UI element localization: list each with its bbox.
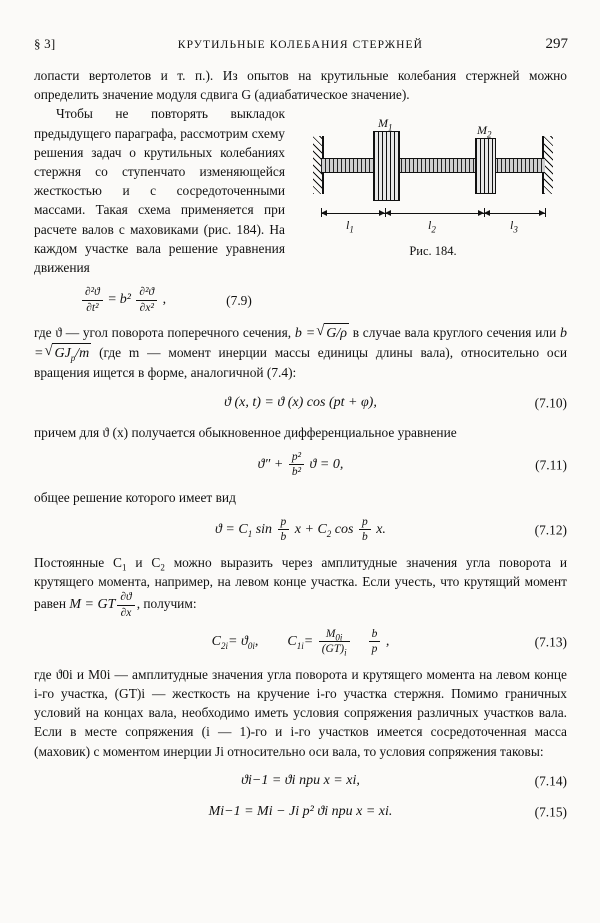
eq712-sub2: 2 [326,528,332,539]
inline-b-sqrt-gjp-m: b = √ $GJ_p/m$ [34,326,567,361]
inline-b-sqrt-g-rho: b = √ G/ρ [295,326,349,341]
paragraph-1: лопасти вертолетов и т. п.). Из опытов на крутильные колебания стержней можно определить значение модуля сдвига G (адиабатическое значение). [34,68,567,103]
dimension-l2-label: $l_2$ [428,218,436,235]
paragraph-6-d: , получим: [136,596,197,612]
paragraph-3-text-a: где ϑ — угол поворота поперечного сечения, [34,325,295,341]
eq712-e: x. [376,522,386,537]
eq79-comma: , [162,292,167,308]
shaft-icon [321,158,545,173]
eq713-f1-num-sub: 0i [335,632,343,643]
paragraph-6: Постоянные $C_1$ и $C_2$ можно выразить через амплитудные значения угла поворота и крутящего момента, например, на левом конце участка. Если учесть, что крутящий момент равен M = GT $\frac{\partial ϑ}{\partial x}$ , получим: [34,554,568,619]
eq713-right-eq: = [303,634,314,650]
eq713-left-sub: 2i [221,640,229,651]
dimension-l3-label: $l_3$ [510,218,518,235]
paragraph-6-c: можно выразить через амплитудные значения угла поворота и крутящего момента, например, на левом конце участка. Если учесть, что крутящий момент равен [34,554,568,612]
paragraph-4: причем для ϑ (x) получается обыкновенное дифференциальное уравнение [34,424,457,440]
eq712-f2-den: b [361,531,368,544]
eq713-right-sub: 1i [296,640,304,651]
eq714-tag: (7.14) [534,773,567,789]
eq713-tag: (7.13) [534,634,567,650]
dimension-l1-label: $l_1$ [346,218,354,235]
page-number: 297 [545,36,568,52]
eq713-right: C [287,634,297,650]
eq79-tag: (7.9) [226,292,252,308]
paragraph-7: где ϑ0i и M0i — амплитудные значения угла поворота и крутящего момента на левом конце i-го участка, (GT)i — жесткость на кручение i-го участка стержня. Помимо граничных условий на концах вала, необходимо иметь условия сопряжения различных участков вала. Если в месте сопряжения (i — 1)-го и i-го участков имеется сосредоточенная масса (маховик) с моментом инерции Ji относительно оси вала, то условия сопряжения таковы: [34,666,567,759]
equation-7-9 [34,286,567,314]
flywheel-1-icon [373,131,400,201]
equation-7-10 [34,392,567,414]
eq79-rhs-num: ∂²ϑ [136,286,157,300]
page-header [34,36,568,54]
eq714-body: ϑi−1 = ϑi при x = xi, [241,773,360,789]
flywheel-2-icon [475,138,496,194]
paragraph-3-text-c: (где m — момент инерции массы единицы длины вала), относительно оси вращения ищется в форме, аналогичной (7.4): [34,345,567,381]
paragraph-3 [34,323,567,383]
eq711-frac-den: b² [291,466,302,479]
eq711-frac-num: p² [289,451,304,465]
eq712-c: x + C [294,522,327,537]
eq712-d: cos [331,522,354,537]
eq712-f2-num: p [359,516,371,530]
eq712-b: sin [252,522,273,537]
flywheel-1-label: $M_1$ [378,116,393,133]
figure-block [299,108,567,261]
eq710-tag: (7.10) [534,395,567,411]
running-title: КРУТИЛЬНЫЕ КОЛЕБАНИЯ СТЕРЖНЕЙ [177,39,424,51]
eq712-f1-den: b [280,531,287,544]
paragraph-6-b: и C [126,554,161,570]
equation-7-11 [34,451,567,479]
eq713-f1-den-sub: i [344,647,347,658]
eq712-tag: (7.12) [534,522,567,538]
eq713-left-val-sub: 0i [247,640,255,651]
paragraph-5: общее решение которого имеет вид [34,489,236,505]
section-mark: § 3] [34,36,56,51]
paragraph-2: Чтобы не повторять выкладок предыдущего параграфа, рассмотрим схему решения задач о крутильных колебаниях стержня со ступенчато изменяющейся жесткостью и с сосредоточенными массами. Такая схема применяется при расчете валов с маховиками (рис. 184). На каждом участке вала решение уравнения движения [34,106,285,276]
eq713-f2-den: p [371,643,378,656]
equation-7-13 [34,628,567,656]
eq713-f1-den: (GT) [321,643,345,656]
eq79-equals: = [108,292,117,308]
eq715-body: Mi−1 = Mi − Ji p² ϑi при x = xi. [208,804,393,820]
eq715-tag: (7.15) [534,804,567,820]
eq713-left-eq: = ϑ [228,634,248,650]
eq711-tail: ϑ = 0, [309,456,344,472]
equation-7-15 [34,801,567,823]
flywheel-2-label: $M_2$ [477,123,492,140]
eq711-tag: (7.11) [535,457,567,473]
figure-caption: Рис. 184. [409,244,457,259]
page-body [34,66,567,832]
equation-7-14 [34,770,567,792]
eq712-sub1: 1 [247,528,253,539]
eq79-lhs-den: ∂t² [86,301,99,314]
eq712-f1-num: p [278,516,290,530]
eq79-lhs-num: ∂²ϑ [82,286,103,300]
paragraph-6-a: Постоянные C [34,554,122,570]
eq711-lead: ϑ″ + [257,456,284,472]
eq713-end: , [385,634,390,650]
eq710-body: ϑ (x, t) = ϑ (x) cos (pt + φ), [224,395,377,411]
eq713-left: C [211,634,222,650]
eq79-rhs-den: ∂x² [139,301,154,314]
figure-184-drawing [299,108,567,236]
equation-7-12 [34,516,567,544]
eq79-coef: b² [119,292,131,308]
eq713-f1-num: M [325,627,336,640]
paragraph-3-text-b: в случае вала круглого сечения или [348,325,560,341]
eq713-f2-num: b [369,628,381,642]
eq713-sep: , [254,634,259,650]
inline-moment-definition: M = GT $\frac{\partial ϑ}{\partial x}$ [69,597,136,612]
eq712-a: ϑ = C [215,522,248,537]
